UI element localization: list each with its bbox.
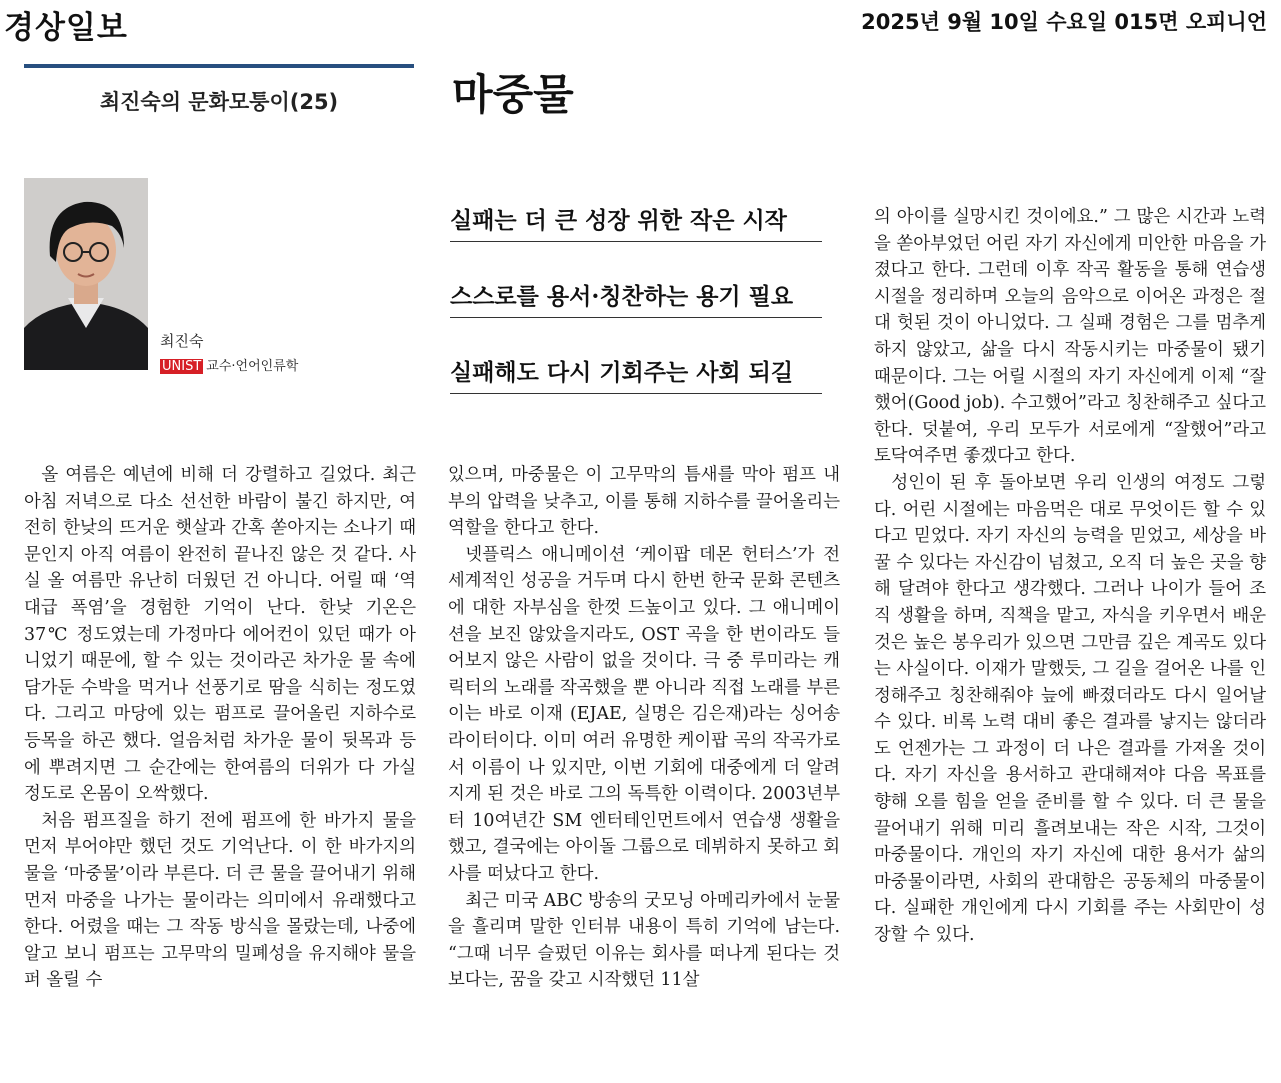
issue-dateline: 2025년 9월 10일 수요일 015면 오피니언 (861, 10, 1267, 34)
series-rule (24, 64, 414, 68)
body-paragraph: 올 여름은 예년에 비해 더 강렬하고 길었다. 최근 아침 저녁으로 다소 선선한 바람이 불긴 하지만, 여전히 한낮의 뜨거운 햇살과 간혹 쏟아지는 소나기 때문인지 아직 여름이 완전히 끝나진 않은 것 같다. 사실 올 여름만 유난히 더웠던 건 아니다. 어릴 때 ‘역대급 폭염’을 경험한 기억이 난다. 한낮 기온은 37℃ 정도였는데 가정마다 에어컨이 있던 때가 아니었기 때문에, 할 수 있는 것이라곤 차가운 물 속에 담가둔 수박을 먹거나 선풍기로 땀을 식히는 정도였다. 그리고 마당에 있는 펌프로 끌어올린 지하수로 등목을 하곤 했다. 얼음처럼 차가운 물이 뒷목과 등에 뿌려지면 그 순간에는 한여름의 더위가 다 가실 정도로 온몸이 오싹했다. (24, 465, 416, 805)
body-paragraph: 성인이 된 후 돌아보면 우리 인생의 여정도 그렇다. 어린 시절에는 마음먹은 대로 무엇이든 할 수 있다고 믿었다. 자기 자신의 능력을 믿었고, 세상을 바꿀 수 있다는 자신감이 넘쳤고, 오직 더 높은 곳을 향해 달려야 한다고 생각했다. 그러나 나이가 들어 조직 생활을 하며, 직책을 맡고, 자식을 키우면서 배운 것은 높은 봉우리가 있으면 그만큼 깊은 계곡도 있다는 사실이다. 이재가 말했듯, 그 길을 걸어온 나를 인정해주고 칭찬해줘야 늪에 빠졌더라도 다시 일어날 수 있다. 비록 노력 대비 좋은 결과를 낳지는 않더라도 언젠가는 그 과정이 더 나은 결과를 가져올 것이다. 자기 자신을 용서하고 관대해져야 다음 목표를 향해 오를 힘을 얻을 준비를 할 수 있다. 더 큰 물을 끌어내기 위해 미리 흘려보내는 작은 시작, 그것이 마중물이다. 개인의 자기 자신에 대한 용서가 삶의 마중물이라면, 사회의 관대함은 공동체의 마중물이다. 실패한 개인에게 다시 기회를 주는 사회만이 성장할 수 있다. (874, 472, 1266, 946)
body-paragraph: 넷플릭스 애니메이션 ‘케이팝 데몬 헌터스’가 전 세계적인 성공을 거두며 다시 한번 한국 문화 콘텐츠에 대한 자부심을 한껏 드높이고 있다. 그 애니메이션을 보진 않았을지라도, OST 곡을 한 번이라도 들어보지 않은 사람이 없을 것이다. 극 중 루미라는 캐릭터의 노래를 작곡했을 뿐 아니라 직접 노래를 부른 이는 바로 이재 (EJAE, 실명은 김은재)라는 싱어송라이터이다. 이미 여러 유명한 케이팝 곡의 작곡가로서 이름이 나 있지만, 이번 기회에 대중에게 더 알려지게 된 것은 바로 그의 독특한 이력이다. 2003년부터 10여년간 SM 엔터테인먼트에서 연습생 생활을 했고, 결국에는 아이돌 그룹으로 데뷔하지 못하고 회사를 떠났다고 한다. (448, 544, 840, 884)
body-paragraph-continued: 있으며, 마중물은 이 고무막의 틈새를 막아 펌프 내부의 압력을 낮추고, 이를 통해 지하수를 끌어올리는 역할을 한다고 한다. (448, 465, 840, 539)
body-paragraph-continued: 의 아이를 실망시킨 것이에요.” 그 많은 시간과 노력을 쏟아부었던 어린 자기 자신에게 미안한 마음을 가졌다고 한다. 그런데 이후 작곡 활동을 통해 연습생 시절을 정리하며 오늘의 음악으로 이어온 과정은 절대 헛된 것이 아니었다. 그 실패 경험은 그를 멈추게 하지 않았고, 삶을 다시 작동시키는 마중물이 됐기 때문이다. 그는 어릴 시절의 자기 자신에게 이제 “잘했어(Good job). 수고했어”라고 칭찬해주고 싶다고 한다. 덧붙여, 우리 모두가 서로에게 “잘했어”라고 토닥여주면 좋겠다고 한다. (874, 207, 1266, 467)
author-portrait-image (24, 178, 148, 370)
newspaper-masthead: 경상일보 (4, 10, 128, 46)
author-photo (24, 178, 148, 370)
subheadline-2: 스스로를 용서·칭찬하는 용기 필요 (450, 278, 822, 318)
column-series-title: 최진숙의 문화모퉁이(25) (99, 90, 339, 114)
subheadline-1: 실패는 더 큰 성장 위한 작은 시작 (450, 202, 822, 242)
body-paragraph: 최근 미국 ABC 방송의 굿모닝 아메리카에서 눈물을 흘리며 말한 인터뷰 내용이 특히 기억에 남는다. “그때 너무 슬펐던 이유는 회사를 떠나게 된다는 것보다는, 꿈을 갖고 시작했던 11살 (448, 890, 840, 991)
body-column-2 (448, 462, 840, 994)
subheadline-3: 실패해도 다시 기회주는 사회 되길 (450, 354, 822, 394)
body-paragraph: 처음 펌프질을 하기 전에 펌프에 한 바가지 물을 먼저 부어야만 했던 것도 기억난다. 이 한 바가지의 물을 ‘마중물’이라 부른다. 더 큰 물을 끌어내기 위해 먼저 마중을 나가는 물이라는 의미에서 유래했다고 한다. 어렸을 때는 그 작동 방식을 몰랐는데, 나중에 알고 보니 펌프는 고무막의 밀폐성을 유지해야 물을 퍼 올릴 수 (24, 810, 416, 991)
author-organization: UNIST (162, 359, 202, 374)
article-title: 마중물 (452, 70, 574, 119)
author-affiliation (160, 355, 298, 374)
body-column-3 (874, 204, 1266, 949)
author-name: 최진숙 (160, 332, 204, 350)
body-column-1 (24, 462, 416, 994)
author-position: 교수·언어인류학 (206, 359, 299, 374)
